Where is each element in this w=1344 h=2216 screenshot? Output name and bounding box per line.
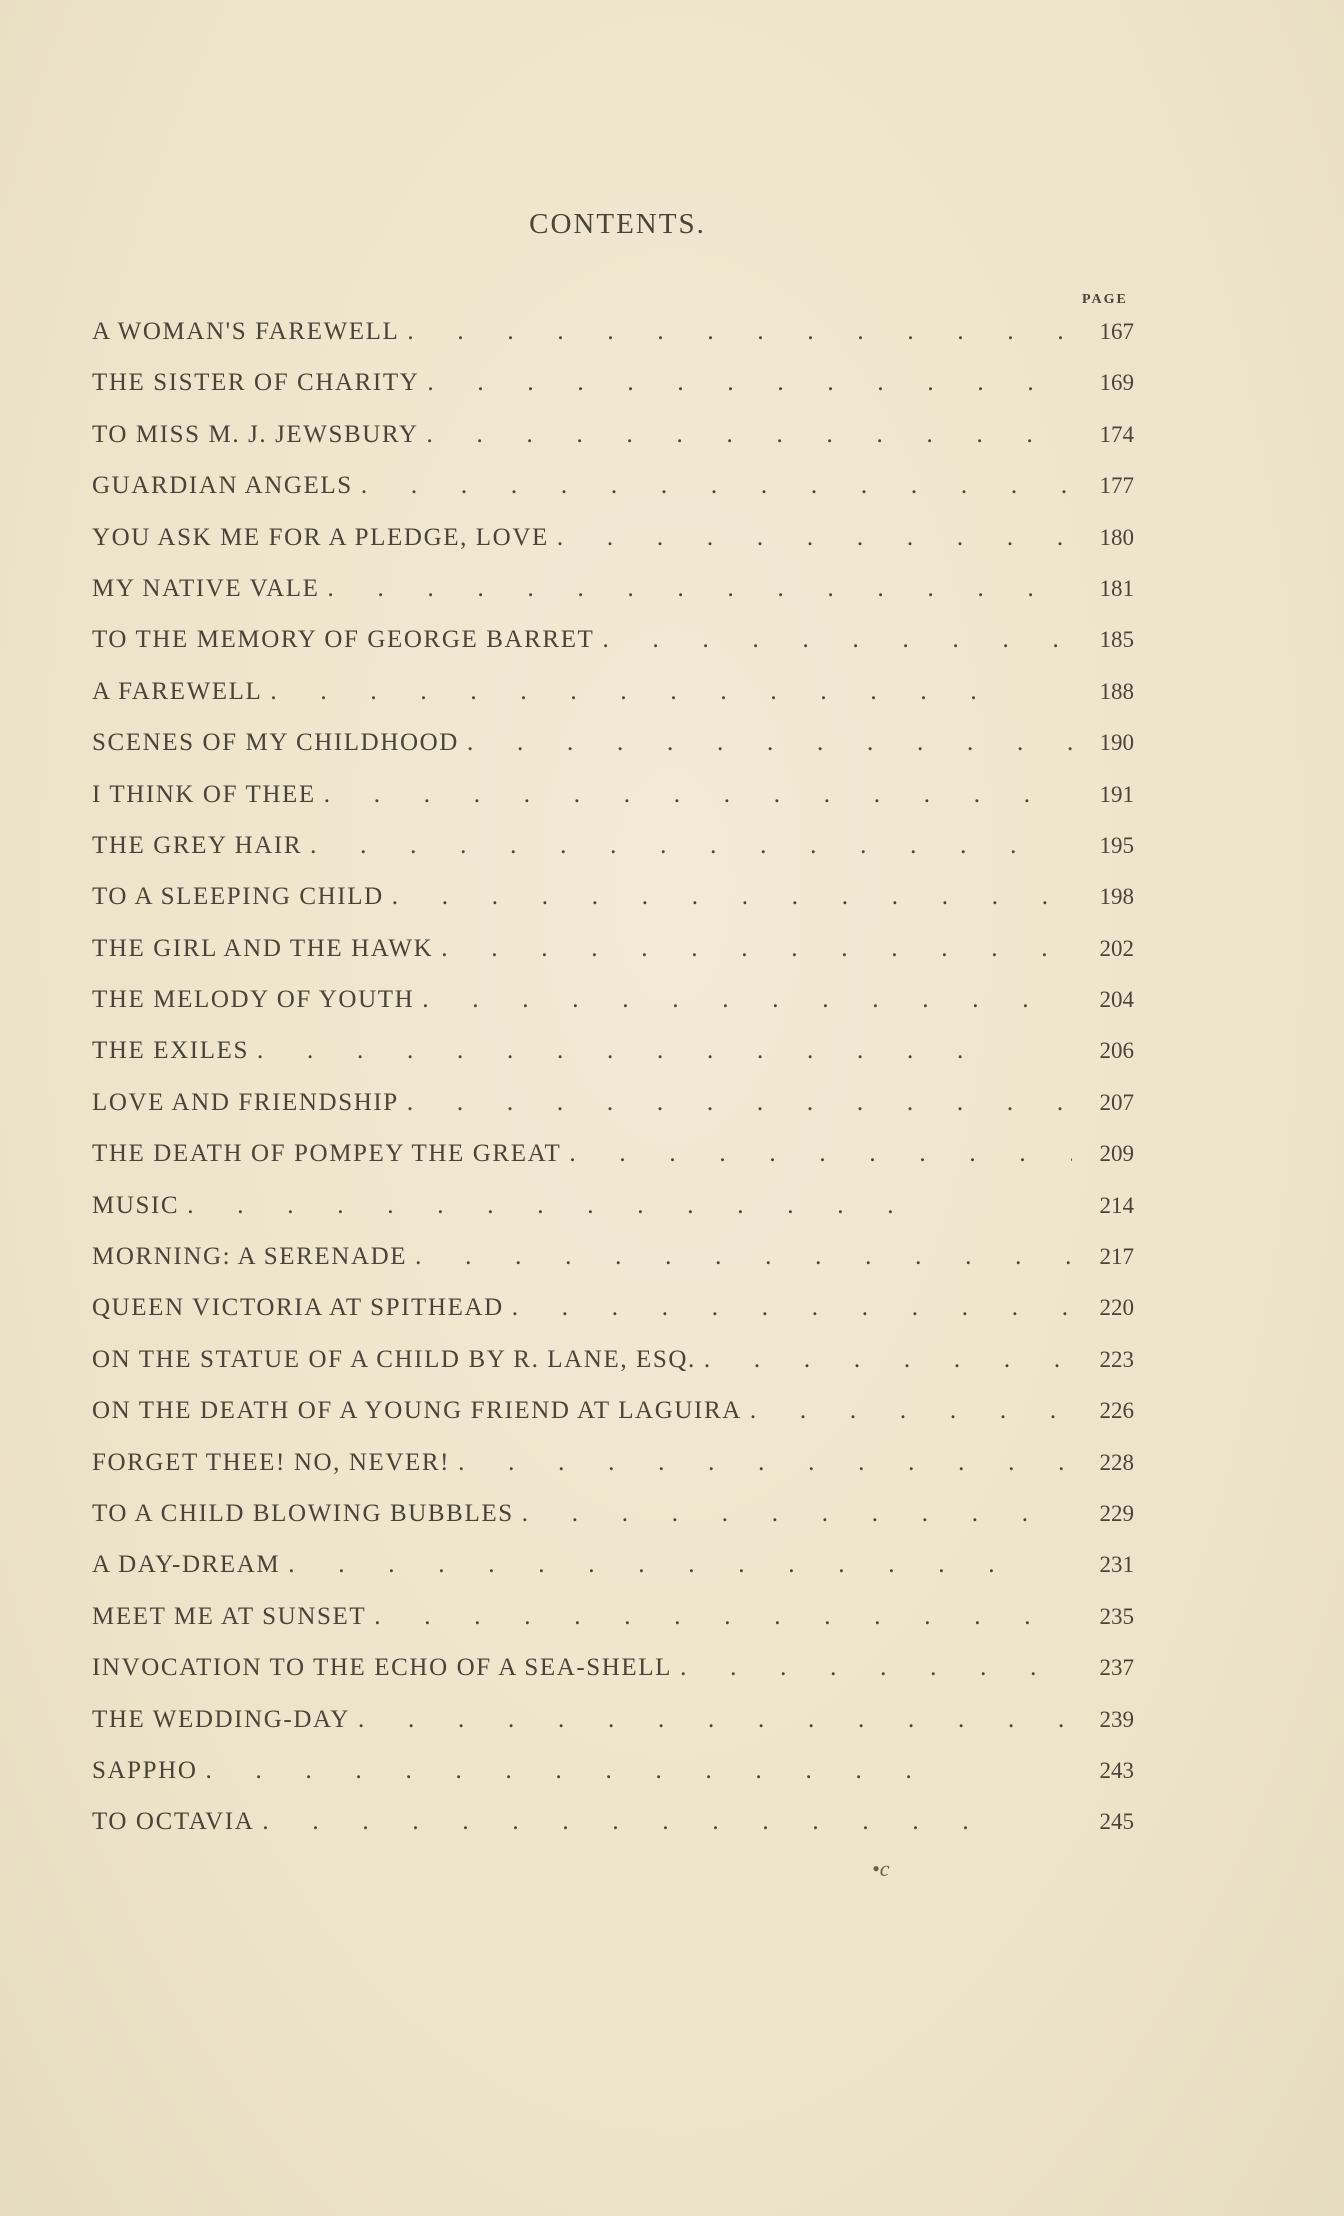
- toc-entry-page: 237: [1099, 1655, 1134, 1681]
- dot-leader: [458, 1437, 1072, 1488]
- toc-entry-title: SCENES OF MY CHILDHOOD: [92, 729, 459, 757]
- dot-leader: [262, 1796, 1072, 1847]
- dot-leader: [422, 974, 1072, 1025]
- toc-entry-page: 190: [1099, 730, 1134, 756]
- toc-entry-page: 239: [1099, 1706, 1134, 1732]
- dot-leader: [407, 1077, 1072, 1128]
- dot-leader: [392, 871, 1072, 922]
- toc-entry-title: A FAREWELL: [92, 677, 263, 705]
- dot-leader: [522, 1488, 1072, 1539]
- toc-entry-page: 229: [1099, 1500, 1134, 1526]
- toc-entry: [92, 871, 1134, 922]
- dot-leader: [427, 357, 1072, 408]
- dot-leader: [704, 1334, 1072, 1385]
- toc-entry: [92, 1180, 1134, 1231]
- toc-entry-page: 167: [1099, 319, 1134, 344]
- toc-entry-page: 185: [1099, 627, 1134, 653]
- contents-heading: CONTENTS.: [529, 208, 706, 240]
- dot-leader: [288, 1539, 1072, 1590]
- toc-entry: [92, 1128, 1134, 1179]
- toc-entry-title: MY NATIVE VALE: [92, 574, 320, 602]
- toc-entry: [92, 1591, 1134, 1642]
- toc-entry-page: 245: [1099, 1809, 1134, 1835]
- toc-entry: [92, 1796, 1134, 1847]
- dot-leader: [750, 1385, 1072, 1436]
- toc-entry: [92, 974, 1134, 1025]
- toc-entry: [92, 563, 1134, 614]
- toc-entry: [92, 1334, 1134, 1385]
- toc-entry: [92, 357, 1134, 408]
- dot-leader: [407, 306, 1072, 357]
- dot-leader: [310, 820, 1072, 871]
- toc-entry-title: I THINK OF THEE: [92, 780, 316, 808]
- toc-entry-page: 214: [1099, 1192, 1134, 1218]
- toc-entry-title: QUEEN VICTORIA AT SPITHEAD: [92, 1294, 504, 1322]
- dot-leader: [602, 614, 1072, 665]
- toc-entry-title: MUSIC: [92, 1191, 180, 1219]
- dot-leader: [374, 1591, 1072, 1642]
- toc-entry-page: 202: [1099, 935, 1134, 961]
- toc-entry: [92, 666, 1134, 717]
- toc-entry: [92, 512, 1134, 563]
- toc-entry-page: 195: [1099, 832, 1134, 858]
- toc-entry: [92, 306, 1134, 357]
- toc-entry: [92, 1745, 1134, 1796]
- toc-entry-title: FORGET THEE! NO, NEVER!: [92, 1448, 451, 1476]
- dot-leader: [270, 666, 1072, 717]
- toc-entry-title: GUARDIAN ANGELS: [92, 472, 353, 500]
- toc-entry-page: 177: [1099, 473, 1134, 499]
- toc-entry-page: 231: [1099, 1552, 1134, 1578]
- dot-leader: [324, 769, 1072, 820]
- toc-entry-page: 188: [1099, 678, 1134, 704]
- toc-entry: [92, 614, 1134, 665]
- dot-leader: [426, 409, 1072, 460]
- toc-entry-title: MORNING: A SERENADE: [92, 1243, 408, 1271]
- table-of-contents: [92, 306, 1134, 1848]
- toc-entry-page: 191: [1099, 781, 1134, 807]
- dot-leader: [415, 1231, 1072, 1282]
- toc-entry: [92, 1077, 1134, 1128]
- toc-entry-title: ON THE STATUE OF A CHILD BY R. LANE, ESQ.: [92, 1345, 696, 1373]
- toc-entry-title: THE DEATH OF POMPEY THE GREAT: [92, 1140, 562, 1168]
- dot-leader: [187, 1180, 1072, 1231]
- toc-entry-title: TO A CHILD BLOWING BUBBLES: [92, 1499, 514, 1527]
- dot-leader: [257, 1025, 1072, 1076]
- toc-entry-page: 235: [1099, 1603, 1134, 1629]
- dot-leader: [512, 1282, 1072, 1333]
- dot-leader: [680, 1642, 1072, 1693]
- dot-leader: [441, 923, 1072, 974]
- dot-leader: [467, 717, 1072, 768]
- toc-entry-page: 198: [1099, 884, 1134, 910]
- toc-entry-title: SAPPHO: [92, 1756, 198, 1784]
- toc-entry-page: 181: [1099, 575, 1134, 601]
- toc-entry-page: 209: [1099, 1141, 1134, 1167]
- toc-entry: [92, 923, 1134, 974]
- toc-entry: [92, 1642, 1134, 1693]
- page-column-label: PAGE: [1082, 292, 1128, 307]
- toc-entry-page: 206: [1099, 1038, 1134, 1064]
- toc-entry-title: INVOCATION TO THE ECHO OF A SEA-SHELL: [92, 1654, 673, 1682]
- toc-entry-page: 174: [1099, 421, 1134, 447]
- toc-entry: [92, 1488, 1134, 1539]
- toc-entry-page: 169: [1099, 370, 1134, 396]
- toc-entry-title: TO MISS M. J. JEWSBURY: [92, 420, 419, 448]
- signature-mark-letter: c: [879, 1856, 890, 1881]
- toc-entry-title: THE MELODY OF YOUTH: [92, 986, 415, 1014]
- dot-leader: [557, 512, 1072, 563]
- toc-entry: [92, 1694, 1134, 1745]
- toc-entry-title: A DAY-DREAM: [92, 1551, 281, 1579]
- toc-entry-page: 180: [1099, 524, 1134, 550]
- dot-leader: [328, 563, 1073, 614]
- signature-mark: •c: [872, 1856, 890, 1881]
- toc-entry-title: MEET ME AT SUNSET: [92, 1602, 367, 1630]
- toc-entry-page: 223: [1099, 1346, 1134, 1372]
- toc-entry-title: THE GREY HAIR: [92, 831, 303, 859]
- toc-entry-page: 228: [1099, 1449, 1134, 1475]
- toc-entry-title: TO THE MEMORY OF GEORGE BARRET: [92, 626, 595, 654]
- toc-entry-page: 207: [1099, 1089, 1134, 1115]
- toc-entry-page: 243: [1099, 1757, 1134, 1783]
- toc-entry: [92, 1437, 1134, 1488]
- toc-entry-title: YOU ASK ME FOR A PLEDGE, LOVE: [92, 523, 549, 551]
- toc-entry: [92, 1025, 1134, 1076]
- toc-entry-title: THE SISTER OF CHARITY: [92, 369, 420, 397]
- toc-entry-page: 226: [1099, 1398, 1134, 1424]
- toc-entry-page: 217: [1099, 1244, 1134, 1270]
- toc-entry-page: 204: [1099, 987, 1134, 1013]
- toc-entry: [92, 1282, 1134, 1333]
- toc-entry-page: 220: [1099, 1295, 1134, 1321]
- toc-entry: [92, 717, 1134, 768]
- toc-entry-title: LOVE AND FRIENDSHIP: [92, 1088, 399, 1116]
- toc-entry-title: ON THE DEATH OF A YOUNG FRIEND AT LAGUIRA: [92, 1397, 742, 1425]
- dot-leader: [205, 1745, 1072, 1796]
- toc-entry-title: THE EXILES: [92, 1037, 249, 1065]
- toc-entry-title: TO OCTAVIA: [92, 1808, 255, 1836]
- toc-entry: [92, 769, 1134, 820]
- toc-entry-title: A WOMAN'S FAREWELL: [92, 318, 400, 345]
- toc-entry: [92, 1539, 1134, 1590]
- toc-entry-title: THE GIRL AND THE HAWK: [92, 934, 434, 962]
- toc-entry: [92, 1231, 1134, 1282]
- toc-entry: [92, 409, 1134, 460]
- toc-entry-title: TO A SLEEPING CHILD: [92, 883, 384, 911]
- dot-leader: [569, 1128, 1072, 1179]
- toc-entry: [92, 820, 1134, 871]
- dot-leader: [361, 460, 1072, 511]
- toc-entry-title: THE WEDDING-DAY: [92, 1705, 350, 1733]
- dot-leader: [358, 1694, 1072, 1745]
- toc-entry: [92, 1385, 1134, 1436]
- toc-entry: [92, 460, 1134, 511]
